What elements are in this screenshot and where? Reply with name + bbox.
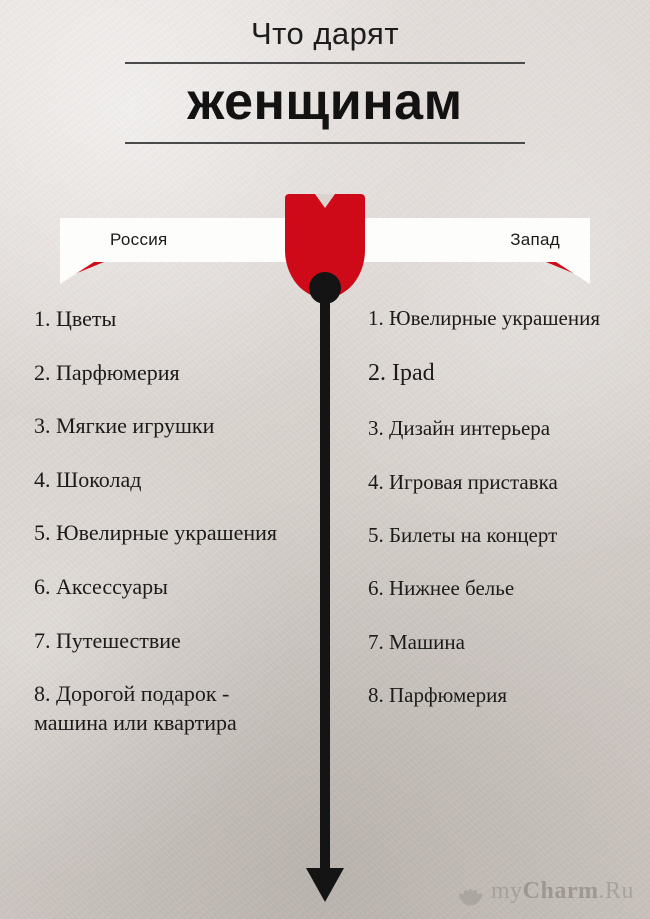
page-title-line-1: Что дарят <box>250 16 400 51</box>
watermark-prefix: my <box>490 878 523 904</box>
list-column-west <box>368 305 636 735</box>
list-item: 4. Шоколад <box>34 466 142 492</box>
poster-header <box>0 16 650 144</box>
list-item: 7. Путешествие <box>34 627 181 653</box>
watermark-brand: Charm <box>522 878 599 904</box>
list-item: 8. Парфюмерия <box>368 682 508 707</box>
list-item: 1. Цветы <box>34 306 117 331</box>
flower-icon <box>455 879 485 905</box>
column-header-right: Запад <box>510 230 560 249</box>
watermark-suffix: .Ru <box>598 878 634 904</box>
arrow-line-icon <box>320 288 330 872</box>
list-item: 5. Ювелирные украшения <box>34 520 278 546</box>
page-title-line-2: женщинам <box>187 73 463 131</box>
arrow-dot-icon <box>309 272 341 304</box>
list-item: 1. Ювелирные украшения <box>368 306 600 330</box>
watermark <box>455 878 634 905</box>
divider-top <box>125 62 525 64</box>
arrow-head-icon <box>306 868 344 902</box>
list-item: 6. Аксессуары <box>34 573 168 599</box>
list-item: 5. Билеты на концерт <box>368 523 558 548</box>
list-item: 7. Машина <box>368 629 465 654</box>
divider-bottom <box>125 142 525 144</box>
watermark-label <box>491 878 634 905</box>
column-header-left: Россия <box>110 230 168 249</box>
list-item: 3. Дизайн интерьера <box>368 416 551 441</box>
list-item: 3. Мягкие игрушки <box>34 413 215 439</box>
list-item: 4. Игровая приставка <box>368 469 558 494</box>
list-item: 2. Ipad <box>368 360 435 387</box>
list-item: 2. Парфюмерия <box>34 359 180 385</box>
list-item: 8. Дорогой подарок - машина или квартира <box>34 681 237 735</box>
list-item: 6. Нижнее белье <box>368 576 515 601</box>
list-column-russia <box>34 305 292 762</box>
